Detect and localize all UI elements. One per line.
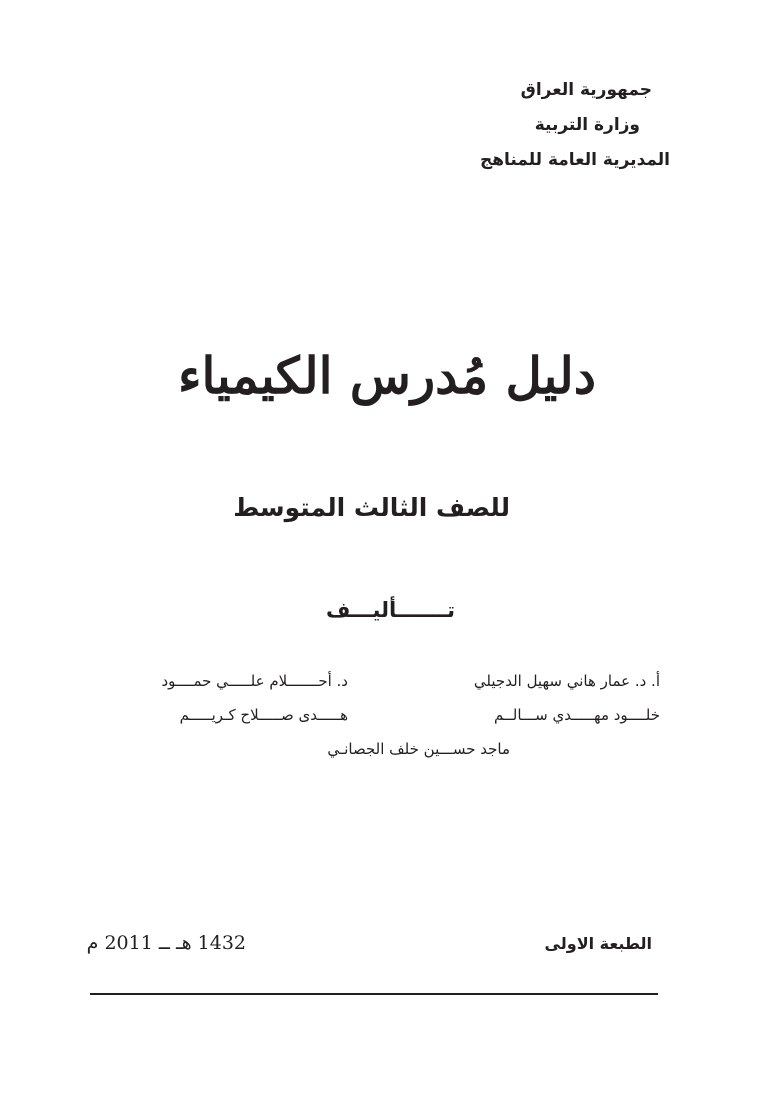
author-center: ماجد حســـين خلف الجصانـي [327,740,510,758]
book-subtitle: للصف الثالث المتوسط [233,493,510,522]
edition-label: الطبعة الاولى [544,934,652,953]
header-ministry: وزارة التربية [534,115,640,135]
author-left-2: هـــــدى صـــــلاح كـريـــــم [179,706,348,724]
header-directorate: المديرية العامة للمناهج [479,150,670,170]
publication-date: 1432 هـ ــ 2011 م [86,932,246,954]
author-right-1: أ. د. عمار هاني سهيل الدجيلي [473,672,660,690]
authorship-label: تـــــــأليـــف [325,598,455,622]
author-left-1: د. أحـــــــلام علـــــي حمــــود [161,672,348,690]
book-title: دليل مُدرس الكيمياء [177,346,596,405]
author-right-2: خلــــود مهـــــدي ســـالــم [494,706,660,724]
footer-divider [90,993,658,995]
header-republic: جمهورية العراق [520,80,652,100]
